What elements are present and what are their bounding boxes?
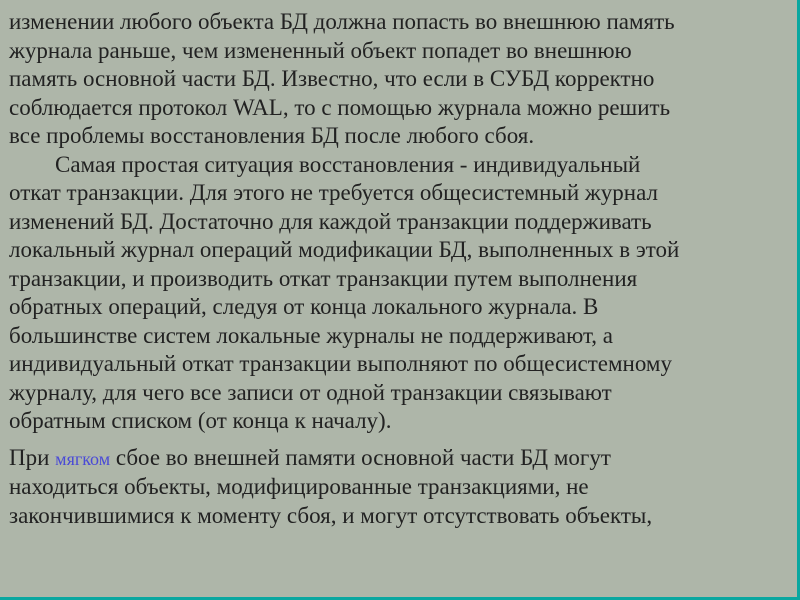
text-line: Самая простая ситуация восстановления - индивидуальный [55,151,641,177]
text-line: локальный журнал операций модификации БД, выполненных в этой [9,237,680,262]
text-line: индивидуальный откат транзакции выполняют по общесистемному [9,351,672,376]
text-line: изменений БД. Достаточно для каждой транзакции поддерживать [9,208,652,234]
text-line: транзакции, и производить откат транзакции путем выполнения [9,265,638,291]
paragraph-1 [9,8,794,151]
paragraph-3 [9,444,794,531]
text-line [9,444,794,474]
text-line: находиться объекты, модифицированные транзакциями, не [9,474,589,499]
document-text [9,8,794,530]
text-line: журналу, для чего все записи от одной транзакции связывают [9,379,612,405]
text-line: журнала раньше, чем измененный объект попадет во внешнюю [9,37,632,63]
text-line: все проблемы восстановления БД после любого сбоя. [9,123,535,148]
text-line: память основной части БД. Известно, что если в СУБД корректно [9,66,655,91]
text-suffix: сбое во внешней памяти основной части БД могут [110,444,611,470]
paragraph-2 [9,151,794,436]
text-line: обратным списком (от конца к началу). [9,408,392,433]
text-line: изменении любого объекта БД должна попасть во внешнюю память [9,9,675,34]
highlighted-term: мягком [55,448,111,469]
text-line: большинстве систем локальные журналы не поддерживают, а [9,322,614,348]
text-line: обратных операций, следуя от конца локального журнала. В [9,294,599,319]
text-line: закончившимися к моменту сбоя, и могут отсутствовать объекты, [9,502,653,528]
text-prefix: При [9,444,56,470]
text-line: откат транзакции. Для этого не требуется общесистемный журнал [9,180,659,205]
text-line: соблюдается протокол WAL, то с помощью журнала можно решить [9,94,671,120]
